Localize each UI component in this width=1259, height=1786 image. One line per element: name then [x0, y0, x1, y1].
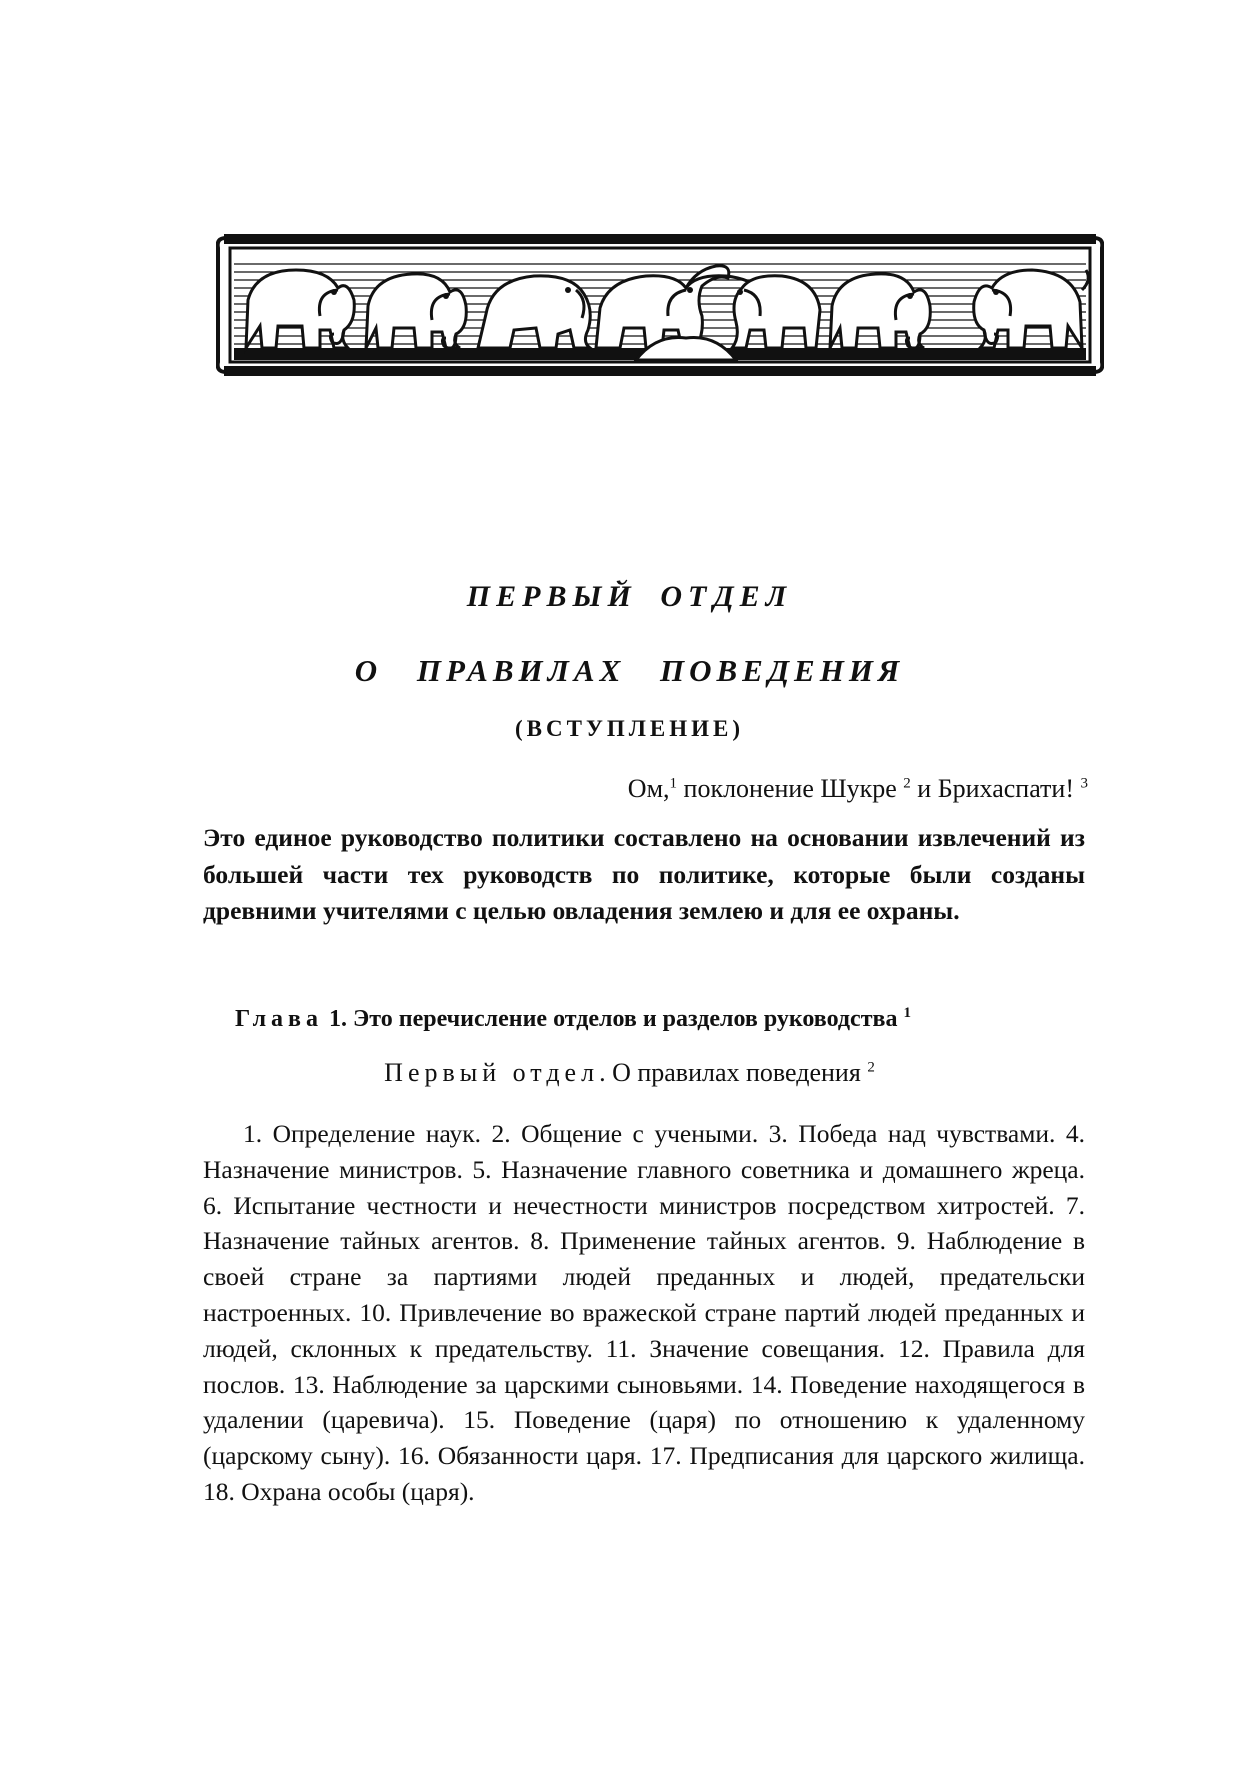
chapter-heading — [235, 1006, 911, 1033]
footnote-ref-1: 1 — [669, 775, 678, 792]
part-title: . О правилах поведения — [599, 1058, 868, 1087]
section-subtitle: О ПРАВИЛАХ ПОВЕДЕНИЯ — [354, 653, 905, 688]
footnote-ref-3: 3 — [1080, 775, 1088, 792]
invocation-part-2: поклонение Шукре — [677, 774, 904, 803]
intro-label: (ВСТУПЛЕНИЕ) — [515, 716, 744, 741]
invocation-line — [628, 774, 1088, 804]
footnote-ref-2: 2 — [903, 775, 911, 792]
part-label: Первый отдел — [384, 1058, 600, 1087]
elephant-frieze-ornament — [216, 230, 1104, 380]
invocation-part-1: Ом, — [627, 774, 670, 803]
invocation-part-3: и Брихаспати! — [910, 774, 1081, 803]
chapter-footnote-ref: 1 — [903, 1005, 911, 1021]
chapter-label: Глава — [235, 1006, 323, 1032]
contents-list: 1. Определение наук. 2. Общение с учеными. 3. Победа над чувствами. 4. Назначение министров. 5. Назначение главного советника и домашнего жреца. 6. Испытание честности и нечестности министров посредством хитростей. 7. Назначение тайных агентов. 8. Применение тайных агентов. 9. Наблюдение в своей стране за партиями людей преданных и людей, предательски настроенных. 10. Привлечение во вражеской стране партий людей преданных и людей, склонных к предательству. 11. Значение совещания. 12. Правила для послов. 13. Наблюдение за царскими сыновьями. 14. Поведение находящегося в удалении (царевича). 15. Поведение (царя) по отношению к удаленному (царскому сыну). 16. Обязанности царя. 17. Предписания для царского жилища. 18. Охрана особы (царя). — [203, 1119, 1085, 1506]
section-title: ПЕРВЫЙ ОТДЕЛ — [466, 580, 793, 613]
part-footnote-ref: 2 — [867, 1059, 875, 1076]
chapter-title: 1. Это перечисление отделов и разделов руководства — [323, 1006, 904, 1032]
part-heading — [0, 1058, 1259, 1088]
intro-paragraph: Это единое руководство политики составлено на основании извлечений из большей части тех руководств по политике, которые были созданы древними учителями с целью овладения землею и для ее охраны. — [203, 823, 1085, 925]
